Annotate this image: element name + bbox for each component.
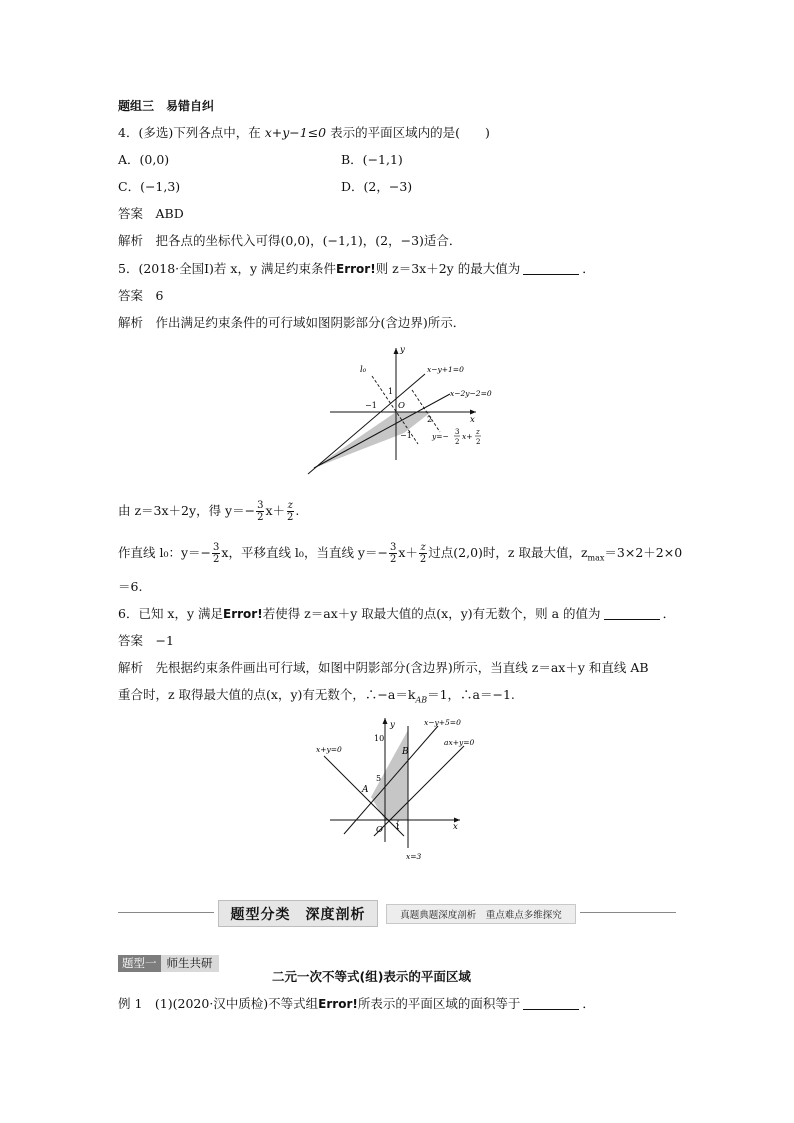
q5-derivation-1: 由 z＝3x＋2y，得 y＝− $\frac{3}{2}$ x＋ $\frac{z}{2}$ . [118,500,300,523]
fraction: $\frac{3}{2}$ [389,542,397,565]
q5-l0-parallel [412,390,440,432]
q6-analysis-2: 重合时，z 取得最大值的点(x，y)有无数个，$\therefore-a=k_{AB}=1$，∴a＝−1. [118,687,515,705]
q6-line-xy5-label: x−y+5=0 [424,718,461,727]
q5-line-1-label: x−y+1=0 [427,365,464,374]
q4-analysis: 解析 把各点的坐标代入可得(0,0)，(−1,1)，(2，−3)适合． [118,233,462,248]
q5-tick-x-pos: 2 [427,415,433,424]
q6-tick-5: 5 [376,774,382,783]
q6-tick-10: 10 [374,734,385,743]
q4-option-c: C．(−1,3) [118,179,181,194]
q4-option-d: D．(2，−3) [341,179,413,194]
q5-line-3-mid: x+ [462,432,473,441]
q5-x-axis-label: x [470,415,475,425]
q5-line-2-label: x−2y−2=0 [450,389,492,398]
q4-option-b: B．(−1,1) [341,152,403,167]
q5-derivation-3: ＝6. [118,579,143,594]
section-banner-title: 题型分类 深度剖析 [218,900,378,927]
q5-stem: 5．(2018·全国Ⅰ)若 x，y 满足约束条件Error!则 z＝3x＋2y 的最大值为 ． [118,261,595,276]
analysis-label: 解析 [118,233,144,248]
q5-line-3-f1-den: 2 [455,438,460,446]
q6-x-axis-label: x [453,822,458,832]
q5-l0-label: l₀ [360,365,367,375]
type-tag-number: 题型一 [118,955,161,972]
answer-blank [523,262,579,275]
q6-line-axy-label: ax+y=0 [444,738,475,747]
q5-analysis: 解析 作出满足约束条件的可行域如图阴影部分(含边界)所示． [118,315,466,330]
q6-origin-label: O [376,825,383,835]
type-tag [118,955,219,972]
example-1: 例 1 (1)(2020·汉中质检)不等式组Error!所表示的平面区域的面积等于 ． [118,996,595,1011]
q4-stem: 4．(多选)下列各点中，在 x+y−1≤0 表示的平面区域内的是( ) [118,125,490,140]
error-text: Error! [336,262,376,276]
fraction: $\frac{3}{2}$ [257,500,264,523]
q6-line-x3-label: x=3 [406,852,422,861]
q5-feasible-region [314,412,431,468]
type-tag-mode: 师生共研 [161,955,219,972]
banner-rule-left [118,912,214,913]
q5-derivation-2: 作直线 l₀：y＝− $\frac{3}{2}$ x，平移直线 l₀，当直线 y＝− $\frac{3}{2}$ x＋ $\frac{z}{2}$ 过点(2,0)时，z 取最大值，$z_{max}=3\times 2+2\times 0$ [118,542,683,565]
q4-option-a: A．(0,0) [118,152,170,167]
q5-line-3-f2-den: 2 [476,438,481,446]
q6-figure [312,712,492,864]
answer-label: 答案 [118,206,144,221]
q5-answer: 答案 6 [118,288,164,303]
banner-rule-right [580,912,676,913]
q6-point-a: A [362,785,369,795]
error-text: Error! [223,607,263,621]
q4-answer: 答案 ABD [118,206,184,221]
q5-figure [300,340,512,480]
q5-y-axis-label: y [400,345,405,355]
q6-stem: 6．已知 x，y 满足Error!若使得 z＝ax＋y 取最大值的点(x，y)有无数个，则 a 的值为 ． [118,606,676,621]
q6-point-b: B [402,747,409,757]
q5-tick-y-neg: −1 [400,431,412,440]
q5-origin-label: O [398,401,405,411]
type-heading: 二元一次不等式(组)表示的平面区域 [272,969,471,984]
q6-analysis: 解析 先根据约束条件画出可行域，如图中阴影部分(含边界)所示，当直线 z＝ax＋y 和直线 AB [118,660,649,675]
group-title: 题组三 易错自纠 [118,99,215,113]
q5-tick-x-neg: −1 [365,401,377,410]
fraction: $\frac{3}{2}$ [213,542,220,565]
answer-blank [604,607,660,620]
q5-line-2 [314,394,450,468]
q5-line-3-pre: y=− [432,432,449,441]
answer-blank [523,997,579,1010]
q5-line-3-f1-num: 3 [455,428,460,436]
fraction: $\frac{z}{2}$ [419,542,427,565]
q6-line-xy0-label: x+y=0 [316,745,342,754]
section-banner-subtitle: 真题典题深度剖析 重点难点多维探究 [386,904,576,924]
q5-line-3-f2-num: z [476,428,480,436]
q6-tick-1: 1 [395,822,401,831]
error-text: Error! [318,997,358,1011]
fraction: $\frac{z}{2}$ [287,500,294,523]
q5-tick-y-pos: 1 [388,387,394,396]
q6-answer: 答案 −1 [118,633,174,648]
q6-y-axis-label: y [390,720,395,730]
